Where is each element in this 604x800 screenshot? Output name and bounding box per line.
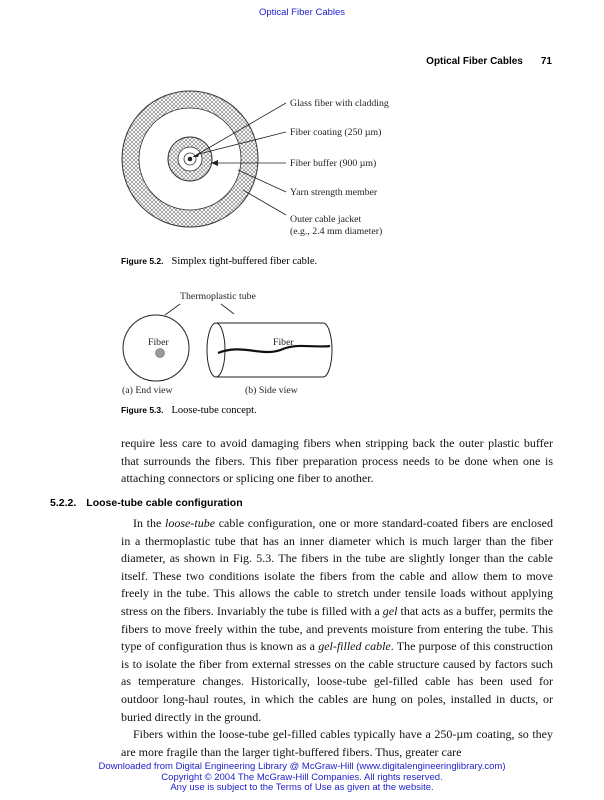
paragraph-text: require less care to avoid damaging fibers when stripping back the outer plastic buffer that surrounds the fibers. This fiber preparation process needs to be done when one is attaching connectors or splicing one fiber to another. (121, 436, 553, 486)
paragraph-top (121, 435, 553, 488)
top-banner[interactable]: Optical Fiber Cables (258, 7, 346, 18)
label-glass-fiber: Glass fiber with cladding (290, 98, 389, 109)
figure-5-3 (118, 288, 338, 400)
text-span: . The purpose of this construction is to isolate the fiber from external stresses on the cable structure caused by factors such as temperature changes. Historically, loose-tube gel-filled cable has been used for outdoor long-haul routes, in which the cables are hung on poles, installed in ducts, or buried directly in the ground. (121, 639, 553, 724)
end-view-tube (123, 315, 189, 381)
label-fiber-buffer: Fiber buffer (900 µm) (290, 158, 377, 169)
paragraph-body (121, 515, 553, 761)
figure-5-3-caption (121, 405, 257, 416)
caption-text: Loose-tube concept. (171, 405, 257, 416)
page-number: 71 (540, 56, 552, 67)
label-yarn: Yarn strength member (290, 187, 378, 198)
label-fiber-end: Fiber (148, 337, 169, 348)
label-fiber-side: Fiber (273, 337, 294, 348)
footer-terms[interactable]: Any use is subject to the Terms of Use as given at the website. (170, 782, 434, 793)
section-heading (50, 497, 243, 509)
section-title: Loose-tube cable configuration (86, 497, 243, 509)
section-number: 5.2.2. (50, 497, 77, 509)
text-span: that acts as a buffer, permits the fibers to move freely within the tube, and prevents moisture from entering the tube. This type of configuration thus is known as a (121, 603, 553, 654)
paragraph-1 (121, 515, 553, 726)
running-head (426, 56, 552, 67)
text-span: cable configuration, one or more standard-coated fibers are enclosed in a thermoplastic tube that has an inner diameter which is much larger than the fiber diameter, as shown in Fig. 5.3. The fibers in the tube are slightly longer than the cable itself. These two conditions isolate the fibers from the cable and allow them to move freely in the tube. This allows the cable to stretch under tensile loads without applying stress on the fibers. Invariably the tube is filled with a (121, 516, 554, 618)
paragraph-2: Fibers within the loose-tube gel-filled cables typically have a 250-µm coating, so they are more fragile than the larger tight-buffered fibers. Thus, greater care (121, 727, 553, 759)
end-view-fiber (156, 349, 165, 358)
text-span: In the (133, 516, 166, 530)
footer-download-link[interactable]: Downloaded from Digital Engineering Library @ McGraw-Hill (www.digitalengineeringlibrary.com) (98, 761, 506, 772)
side-view-tube-end (207, 323, 225, 377)
label-jacket-2: (e.g., 2.4 mm diameter) (290, 226, 383, 237)
label-side-view: (b) Side view (245, 385, 298, 396)
running-head-title: Optical Fiber Cables (426, 56, 523, 67)
fiber-core (188, 157, 193, 162)
caption-text: Simplex tight-buffered fiber cable. (171, 256, 318, 267)
label-fiber-coating: Fiber coating (250 µm) (290, 127, 382, 138)
footer (0, 762, 604, 794)
emphasis-gel: gel (382, 603, 398, 618)
emphasis-gel-filled-cable: gel-filled cable (318, 639, 391, 654)
label-jacket-1: Outer cable jacket (290, 214, 362, 225)
figure-5-2 (120, 82, 390, 242)
figure-5-2-caption (121, 256, 317, 267)
label-end-view: (a) End view (122, 385, 173, 396)
footer-copyright: Copyright © 2004 The McGraw-Hill Companies. All rights reserved. (161, 771, 443, 783)
emphasis-loose-tube: loose-tube (165, 516, 216, 530)
caption-number: Figure 5.2. (121, 256, 164, 266)
label-thermoplastic-tube: Thermoplastic tube (180, 291, 256, 302)
caption-number: Figure 5.3. (121, 405, 164, 415)
